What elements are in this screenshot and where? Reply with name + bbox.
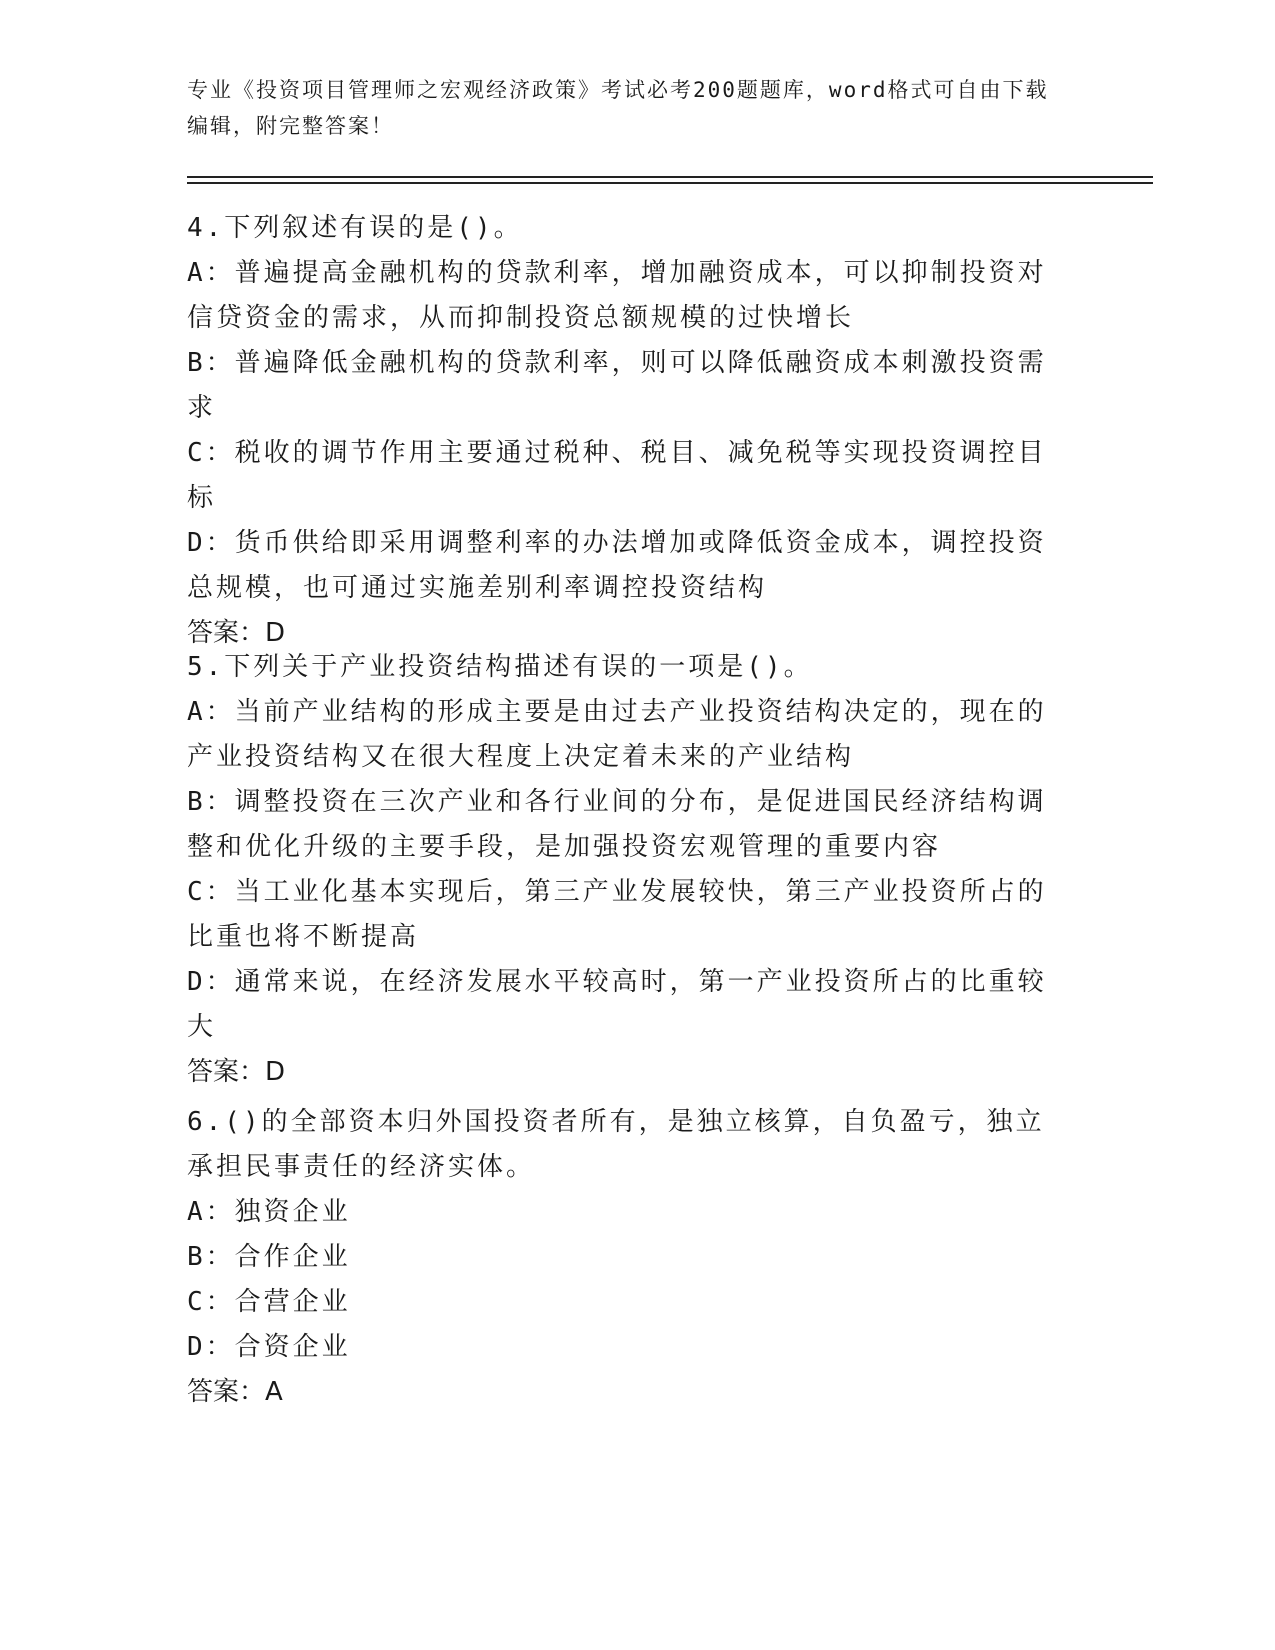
document-header: 专业《投资项目管理师之宏观经济政策》考试必考200题题库，word格式可自由下载编辑，附完整答案！ bbox=[187, 78, 1049, 138]
answer-line: 答案：D bbox=[187, 1057, 286, 1087]
question-6 bbox=[187, 1100, 1067, 1415]
option-c: C：税收的调节作用主要通过税种、税目、减免税等实现投资调控目标 bbox=[187, 438, 1047, 513]
option-a: A：普遍提高金融机构的贷款利率，增加融资成本，可以抑制投资对信贷资金的需求，从而抑制投资总额规模的过快增长 bbox=[187, 258, 1047, 333]
question-5 bbox=[187, 645, 1067, 1095]
header-divider-top bbox=[187, 176, 1153, 178]
option-b: B：普遍降低金融机构的贷款利率，则可以降低融资成本刺激投资需求 bbox=[187, 348, 1047, 423]
header-divider-bottom bbox=[187, 182, 1153, 184]
option-d: D：货币供给即采用调整利率的办法增加或降低资金成本，调控投资总规模，也可通过实施差别利率调控投资结构 bbox=[187, 528, 1047, 603]
question-stem: 4.下列叙述有误的是()。 bbox=[187, 213, 523, 243]
question-stem: 6.()的全部资本归外国投资者所有，是独立核算，自负盈亏，独立承担民事责任的经济实体。 bbox=[187, 1107, 1045, 1182]
answer-line: 答案：A bbox=[187, 1377, 283, 1407]
option-a: A：独资企业 bbox=[187, 1197, 351, 1227]
question-stem: 5.下列关于产业投资结构描述有误的一项是()。 bbox=[187, 652, 813, 682]
option-d: D：合资企业 bbox=[187, 1332, 351, 1362]
answer-line: 答案：D bbox=[187, 618, 286, 648]
option-d: D：通常来说，在经济发展水平较高时，第一产业投资所占的比重较大 bbox=[187, 967, 1047, 1042]
question-4 bbox=[187, 206, 1067, 656]
option-a: A：当前产业结构的形成主要是由过去产业投资结构决定的，现在的产业投资结构又在很大程度上决定着未来的产业结构 bbox=[187, 697, 1047, 772]
option-c: C：合营企业 bbox=[187, 1287, 351, 1317]
option-b: B：合作企业 bbox=[187, 1242, 351, 1272]
option-b: B：调整投资在三次产业和各行业间的分布，是促进国民经济结构调整和优化升级的主要手段，是加强投资宏观管理的重要内容 bbox=[187, 787, 1047, 862]
option-c: C：当工业化基本实现后，第三产业发展较快，第三产业投资所占的比重也将不断提高 bbox=[187, 877, 1047, 952]
